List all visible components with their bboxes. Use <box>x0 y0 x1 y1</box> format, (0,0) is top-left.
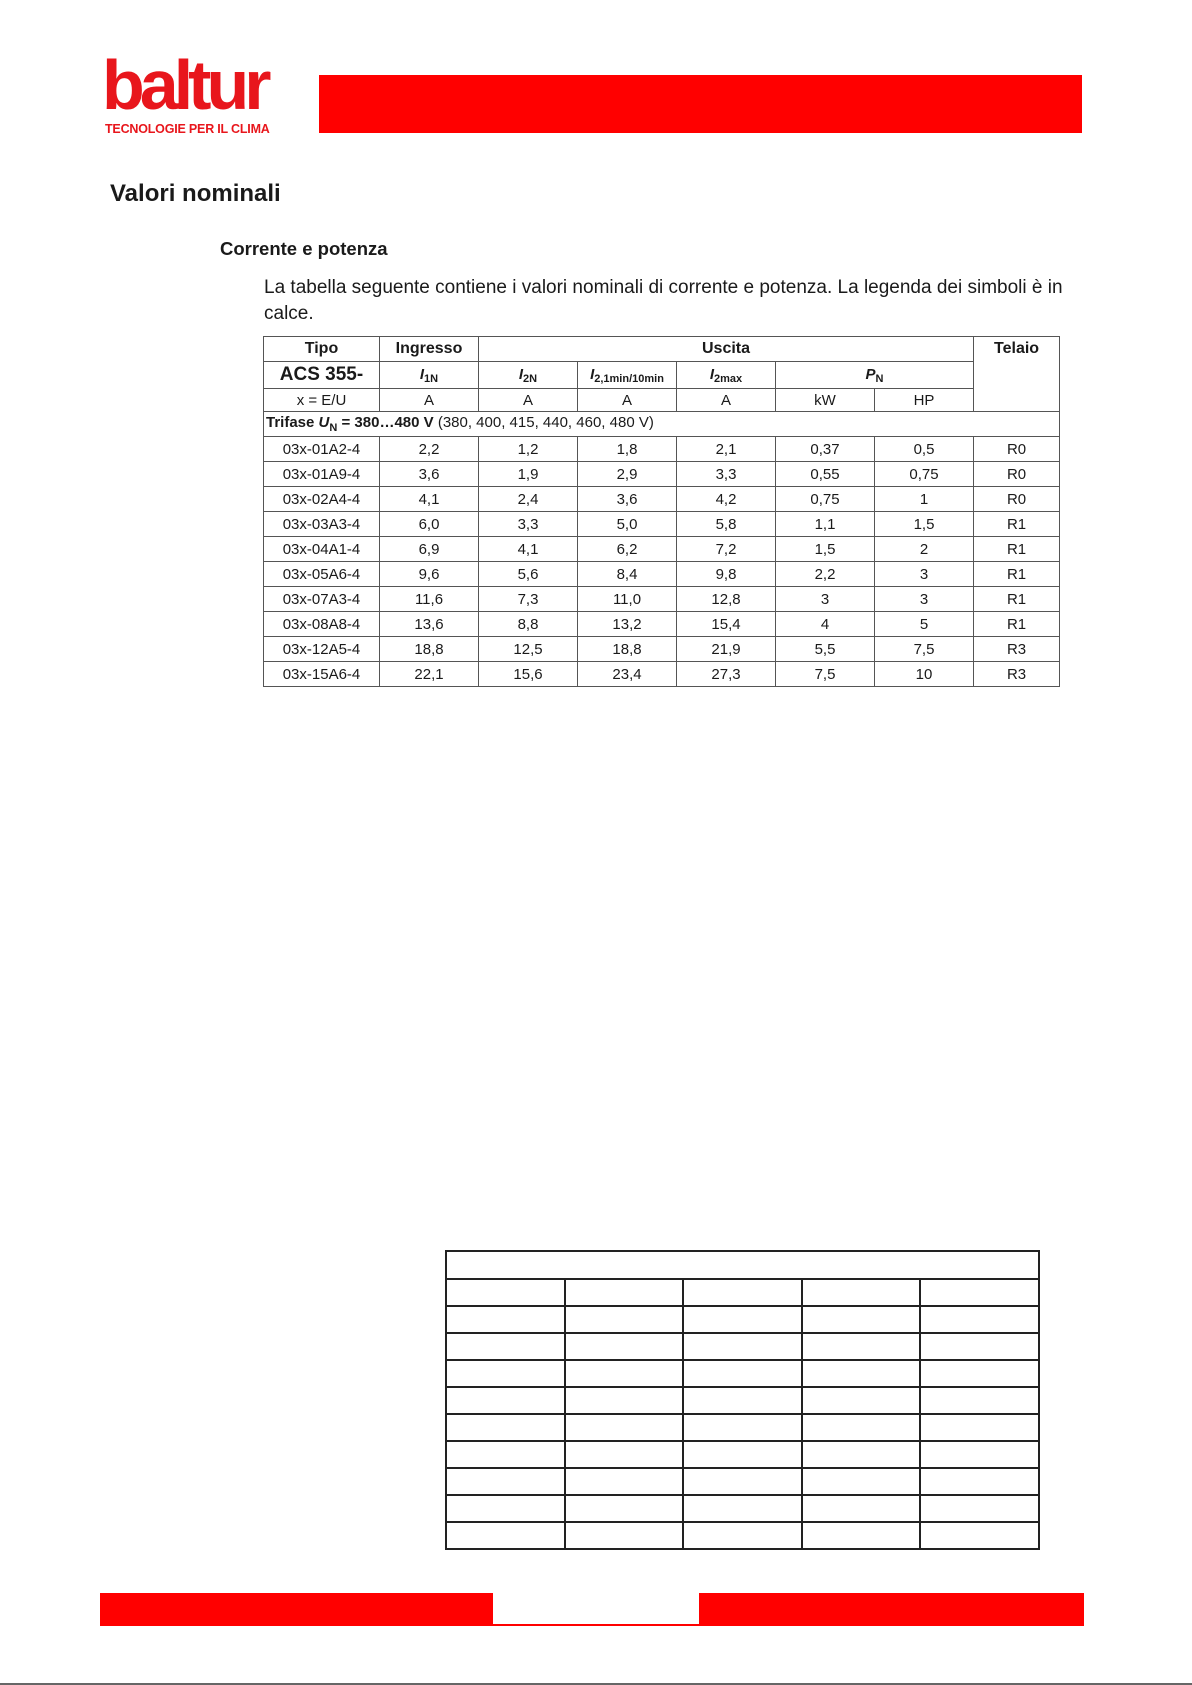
value-cell: 0,75 <box>875 462 974 487</box>
value-cell: 1,1 <box>776 512 875 537</box>
value-cell: 1,9 <box>479 462 578 487</box>
value-cell: R3 <box>974 637 1060 662</box>
value-cell: 7,3 <box>479 587 578 612</box>
empty-cell <box>683 1306 802 1333</box>
value-cell: 4,2 <box>677 487 776 512</box>
value-cell: 13,6 <box>380 612 479 637</box>
empty-cell <box>683 1414 802 1441</box>
value-cell: 7,5 <box>875 637 974 662</box>
empty-table-row <box>446 1279 1039 1306</box>
logo-tagline: TECNOLOGIE PER IL CLIMA <box>105 122 270 136</box>
value-cell: R0 <box>974 437 1060 462</box>
header-uscita: Uscita <box>479 337 974 362</box>
unit-cell: A <box>380 389 479 412</box>
value-cell: 1,8 <box>578 437 677 462</box>
empty-cell <box>565 1522 684 1549</box>
empty-table-row <box>446 1360 1039 1387</box>
empty-table-header <box>446 1251 1039 1279</box>
value-cell: 8,8 <box>479 612 578 637</box>
empty-table <box>445 1250 1040 1550</box>
value-cell: 1,5 <box>875 512 974 537</box>
empty-cell <box>802 1279 921 1306</box>
empty-cell <box>565 1414 684 1441</box>
empty-cell <box>920 1360 1039 1387</box>
value-cell: 0,75 <box>776 487 875 512</box>
value-cell: 7,2 <box>677 537 776 562</box>
empty-cell <box>802 1468 921 1495</box>
value-cell: 27,3 <box>677 662 776 687</box>
empty-cell <box>446 1333 565 1360</box>
value-cell: 4 <box>776 612 875 637</box>
value-cell: 10 <box>875 662 974 687</box>
symbol-pn: $P_N$ <box>776 362 974 389</box>
value-cell: 5,5 <box>776 637 875 662</box>
empty-cell <box>446 1441 565 1468</box>
value-cell: 23,4 <box>578 662 677 687</box>
value-cell: 13,2 <box>578 612 677 637</box>
empty-cell <box>802 1387 921 1414</box>
empty-table-row <box>446 1522 1039 1549</box>
value-cell: 1,5 <box>776 537 875 562</box>
model-code-cell: 03x-12A5-4 <box>264 637 380 662</box>
value-cell: 15,4 <box>677 612 776 637</box>
model-code-cell: 03x-02A4-4 <box>264 487 380 512</box>
value-cell: 2,9 <box>578 462 677 487</box>
value-cell: 18,8 <box>380 637 479 662</box>
model-note: x = E/U <box>264 389 380 412</box>
value-cell: R3 <box>974 662 1060 687</box>
value-cell: 4,1 <box>380 487 479 512</box>
symbol-i2max: $I_{2max}$ <box>677 362 776 389</box>
value-cell: 2,2 <box>776 562 875 587</box>
empty-cell <box>920 1441 1039 1468</box>
empty-cell <box>802 1441 921 1468</box>
value-cell: 8,4 <box>578 562 677 587</box>
unit-cell: A <box>479 389 578 412</box>
value-cell: 7,5 <box>776 662 875 687</box>
unit-cell: HP <box>875 389 974 412</box>
value-cell: 15,6 <box>479 662 578 687</box>
value-cell: 0,55 <box>776 462 875 487</box>
value-cell: 3,6 <box>578 487 677 512</box>
value-cell: 6,9 <box>380 537 479 562</box>
empty-cell <box>565 1333 684 1360</box>
empty-cell <box>802 1333 921 1360</box>
empty-cell <box>683 1387 802 1414</box>
table-header-row <box>264 337 1060 362</box>
header-telaio: Telaio <box>974 337 1060 412</box>
value-cell: 0,37 <box>776 437 875 462</box>
table-row <box>264 462 1060 487</box>
empty-cell <box>683 1333 802 1360</box>
value-cell: 2,4 <box>479 487 578 512</box>
symbol-i2-1min: $I_{2,1min/10min}$ <box>578 362 677 389</box>
section-label: Trifase $U_N$ = 380…480 V (380, 400, 415, 440, 460, 480 V) <box>264 412 1060 437</box>
value-cell: R0 <box>974 487 1060 512</box>
table-row <box>264 562 1060 587</box>
empty-cell <box>920 1387 1039 1414</box>
value-cell: 9,6 <box>380 562 479 587</box>
model-code-cell: 03x-05A6-4 <box>264 562 380 587</box>
empty-cell <box>446 1495 565 1522</box>
value-cell: 12,5 <box>479 637 578 662</box>
footer-line <box>493 1624 699 1626</box>
empty-table-row <box>446 1306 1039 1333</box>
empty-table-row <box>446 1495 1039 1522</box>
empty-cell <box>446 1306 565 1333</box>
empty-table-row <box>446 1441 1039 1468</box>
header-tipo: Tipo <box>264 337 380 362</box>
model-code-cell: 03x-01A2-4 <box>264 437 380 462</box>
value-cell: 2,1 <box>677 437 776 462</box>
empty-cell <box>446 1387 565 1414</box>
empty-cell <box>565 1387 684 1414</box>
footer-bar-left <box>100 1593 493 1626</box>
ratings-table <box>263 336 1060 687</box>
value-cell: 5 <box>875 612 974 637</box>
value-cell: 21,9 <box>677 637 776 662</box>
value-cell: 5,0 <box>578 512 677 537</box>
value-cell: 5,8 <box>677 512 776 537</box>
empty-table-row <box>446 1414 1039 1441</box>
value-cell: 9,8 <box>677 562 776 587</box>
value-cell: 3 <box>875 562 974 587</box>
value-cell: 0,5 <box>875 437 974 462</box>
model-code-cell: 03x-15A6-4 <box>264 662 380 687</box>
unit-cell: A <box>578 389 677 412</box>
value-cell: R1 <box>974 512 1060 537</box>
table-symbol-row <box>264 362 1060 389</box>
header-ingresso: Ingresso <box>380 337 479 362</box>
empty-cell <box>920 1522 1039 1549</box>
baltur-logo <box>102 46 304 138</box>
table-row <box>264 537 1060 562</box>
unit-cell: A <box>677 389 776 412</box>
value-cell: 2 <box>875 537 974 562</box>
value-cell: 1 <box>875 487 974 512</box>
empty-cell <box>446 1414 565 1441</box>
empty-cell <box>446 1468 565 1495</box>
empty-cell <box>802 1522 921 1549</box>
value-cell: 3 <box>875 587 974 612</box>
model-code-cell: 03x-08A8-4 <box>264 612 380 637</box>
empty-cell <box>446 1251 1039 1279</box>
footer-bar-right <box>699 1593 1084 1626</box>
table-row <box>264 487 1060 512</box>
empty-cell <box>683 1279 802 1306</box>
value-cell: 1,2 <box>479 437 578 462</box>
model-code-cell: 03x-04A1-4 <box>264 537 380 562</box>
table-row <box>264 587 1060 612</box>
empty-cell <box>565 1441 684 1468</box>
empty-cell <box>565 1279 684 1306</box>
empty-cell <box>802 1495 921 1522</box>
section-title: Corrente e potenza <box>220 238 388 259</box>
value-cell: 3,6 <box>380 462 479 487</box>
empty-cell <box>446 1522 565 1549</box>
symbol-i1n: $I_{1N}$ <box>380 362 479 389</box>
empty-cell <box>565 1306 684 1333</box>
empty-cell <box>920 1414 1039 1441</box>
logo-wordmark: baltur <box>102 46 267 124</box>
value-cell: 3,3 <box>479 512 578 537</box>
model-code-cell: 03x-03A3-4 <box>264 512 380 537</box>
value-cell: R1 <box>974 562 1060 587</box>
empty-cell <box>565 1468 684 1495</box>
empty-cell <box>683 1360 802 1387</box>
value-cell: R1 <box>974 537 1060 562</box>
value-cell: 6,0 <box>380 512 479 537</box>
value-cell: 12,8 <box>677 587 776 612</box>
empty-cell <box>683 1441 802 1468</box>
empty-cell <box>920 1468 1039 1495</box>
unit-cell: kW <box>776 389 875 412</box>
value-cell: 11,6 <box>380 587 479 612</box>
value-cell: 3,3 <box>677 462 776 487</box>
empty-cell <box>565 1360 684 1387</box>
empty-cell <box>920 1279 1039 1306</box>
value-cell: R1 <box>974 587 1060 612</box>
value-cell: R1 <box>974 612 1060 637</box>
empty-cell <box>446 1360 565 1387</box>
value-cell: 18,8 <box>578 637 677 662</box>
value-cell: R0 <box>974 462 1060 487</box>
table-section-row <box>264 412 1060 437</box>
table-unit-row <box>264 389 1060 412</box>
empty-table-row <box>446 1387 1039 1414</box>
table-row <box>264 662 1060 687</box>
intro-paragraph: La tabella seguente contiene i valori nominali di corrente e potenza. La legenda dei simboli è in calce. <box>264 277 1063 324</box>
page-title: Valori nominali <box>110 180 281 207</box>
empty-table-row <box>446 1468 1039 1495</box>
table-row <box>264 612 1060 637</box>
table-row <box>264 512 1060 537</box>
empty-cell <box>802 1414 921 1441</box>
model-code-cell: 03x-07A3-4 <box>264 587 380 612</box>
empty-cell <box>920 1333 1039 1360</box>
empty-cell <box>683 1495 802 1522</box>
empty-cell <box>802 1306 921 1333</box>
value-cell: 11,0 <box>578 587 677 612</box>
empty-cell <box>446 1279 565 1306</box>
model-code-cell: 03x-01A9-4 <box>264 462 380 487</box>
header-bar <box>319 75 1082 133</box>
table-row <box>264 437 1060 462</box>
value-cell: 22,1 <box>380 662 479 687</box>
value-cell: 5,6 <box>479 562 578 587</box>
value-cell: 4,1 <box>479 537 578 562</box>
value-cell: 2,2 <box>380 437 479 462</box>
model-prefix: ACS 355- <box>264 362 380 389</box>
empty-table-row <box>446 1333 1039 1360</box>
empty-cell <box>683 1522 802 1549</box>
value-cell: 3 <box>776 587 875 612</box>
empty-cell <box>802 1360 921 1387</box>
table-row <box>264 637 1060 662</box>
empty-cell <box>920 1306 1039 1333</box>
empty-cell <box>920 1495 1039 1522</box>
symbol-i2n: $I_{2N}$ <box>479 362 578 389</box>
empty-cell <box>683 1468 802 1495</box>
value-cell: 6,2 <box>578 537 677 562</box>
empty-cell <box>565 1495 684 1522</box>
